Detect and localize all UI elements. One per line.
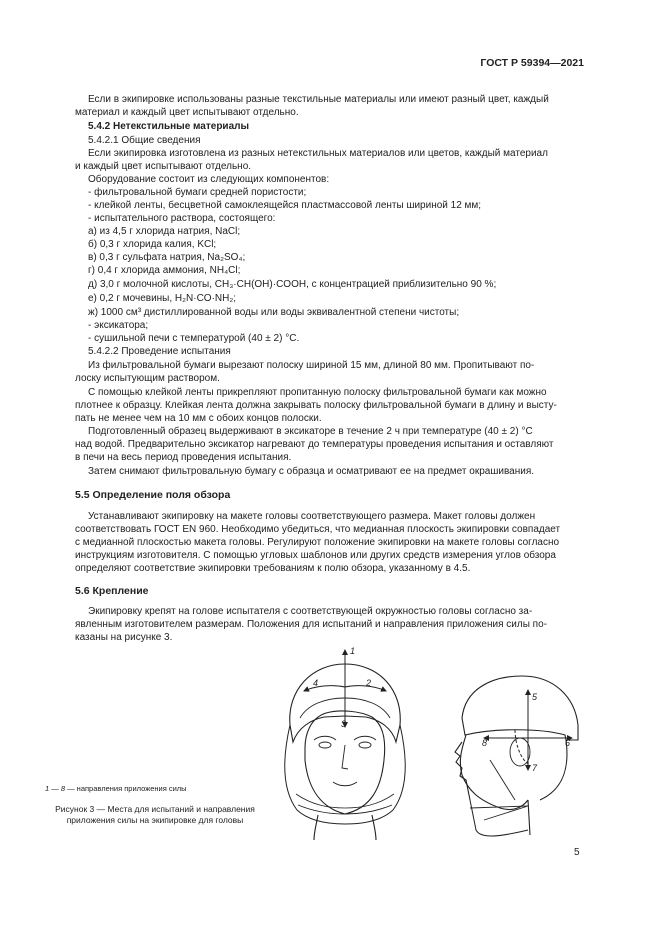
page-number: 5 [574,847,580,858]
label-5: 5 [532,692,538,702]
text-line: Если экипировка изготовлена из разных нетекстильных материалов или цветов, каждый материал [88,148,548,159]
list-item: а) из 4,5 г хлорида натрия, NaCl; [88,226,241,237]
section-heading: 5.6 Крепление [75,585,149,597]
label-8: 8 [482,738,488,748]
figure-caption: Рисунок 3 — Места для испытаний и направления приложения силы на экипировке для головы [55,804,255,825]
text-line: Затем снимают фильтровальную бумагу с образца и осматривают ее на предмет окрашивания. [88,466,535,477]
label-1: 1 [350,646,356,656]
label-4: 4 [313,678,319,688]
subsection-heading: 5.4.2 Нетекстильные материалы [88,121,250,132]
document-id: ГОСТ Р 59394—2021 [480,57,584,69]
list-item: - испытательного раствора, состоящего: [88,213,276,224]
text-line: пать не менее чем на 10 мм с обоих концов полоски. [75,413,322,424]
list-item: г) 0,4 г хлорида аммония, NH₄Cl; [88,265,241,276]
text-line: Устанавливают экипировку на макете головы соответствующего размера. Макет головы должен [88,511,536,522]
text-line: Если в экипировке использованы разные текстильные материалы или имеют разный цвет, каждый [88,94,549,105]
text-line: инструкциям изготовителя. С помощью угловых шаблонов или других средств измерения углов обзора [75,550,556,561]
front-force-arrows [304,650,386,727]
section-heading: 5.5 Определение поля обзора [75,489,231,501]
front-face-features [314,736,376,786]
label-3: 3 [341,719,347,729]
text-line: Экипировку крепят на голове испытателя с соответствующей окружностью головы согласно за- [88,606,533,617]
list-item: - клейкой ленты, бесцветной самоклеящейся пластмассовой ленты шириной 12 мм; [88,200,482,211]
subsection-heading: 5.4.2.1 Общие сведения [88,135,201,146]
list-item: - фильтровальной бумаги средней пористости; [88,187,307,198]
text-line: Оборудование состоит из следующих компонентов: [88,174,330,185]
list-item: ж) 1000 см³ дистиллированной воды или воды эквивалентной степени чистоты; [88,307,460,318]
label-7: 7 [532,763,538,773]
list-item: - сушильной печи с температурой (40 ± 2) °С. [88,333,300,344]
text-line: С помощью клейкой ленты прикрепляют пропитанную полоску фильтровальной бумаги как можно [88,387,547,398]
legend-text: — направления приложения силы [65,784,187,793]
text-line: Из фильтровальной бумаги вырезают полоску шириной 15 мм, длиной 80 мм. Пропитывают по- [88,360,535,371]
list-item: д) 3,0 г молочной кислоты, CH₃·CH(OH)·COOH, с концентрацией приблизительно 90 %; [88,279,497,290]
text-line: определяют соответствие экипировки требованиям к полю обзора, указанному в 4.5. [75,563,471,574]
label-6: 6 [565,738,571,748]
text-line: лоску испытующим раствором. [75,373,220,384]
side-head-drawing [455,676,578,836]
text-line: Подготовленный образец выдерживают в эксикаторе в течение 2 ч при температуре (40 ± 2) °С [88,426,533,437]
figure-legend [45,784,187,793]
legend-range: 1 — 8 [45,784,66,793]
text-line: плотнее к образцу. Клейкая лента должна закрывать полоску фильтровальной бумаги в длину и высту- [75,400,557,411]
text-line: явленным изготовителем размерам. Положения для испытаний и направления приложения силы по- [75,619,547,630]
text-line: и каждый цвет испытывают отдельно. [75,161,252,172]
list-item: - эксикатора; [88,320,149,331]
subsection-heading: 5.4.2.2 Проведение испытания [88,346,231,357]
text-line: в печи на весь период проведения испытания. [75,452,292,463]
label-2: 2 [366,678,372,688]
list-item: б) 0,3 г хлорида калия, KCl; [88,239,217,250]
text-line: над водой. Предварительно эксикатор нагревают до температуры проведения испытания и оставляют [75,439,554,450]
list-item: в) 0,3 г сульфата натрия, Na₂SO₄; [88,252,246,263]
text-line: казаны на рисунке 3. [75,632,173,643]
list-item: е) 0,2 г мочевины, H₂N·CO·NH₂; [88,293,237,304]
text-line: материал и каждый цвет испытывают отдельно. [75,107,299,118]
text-line: соответствовать ГОСТ EN 960. Необходимо убедиться, что медианная плоскость экипировки совпадает [75,524,561,535]
text-line: с медианной плоскостью макета головы. Регулируют положение экипировки на макете головы согласно [75,537,560,548]
